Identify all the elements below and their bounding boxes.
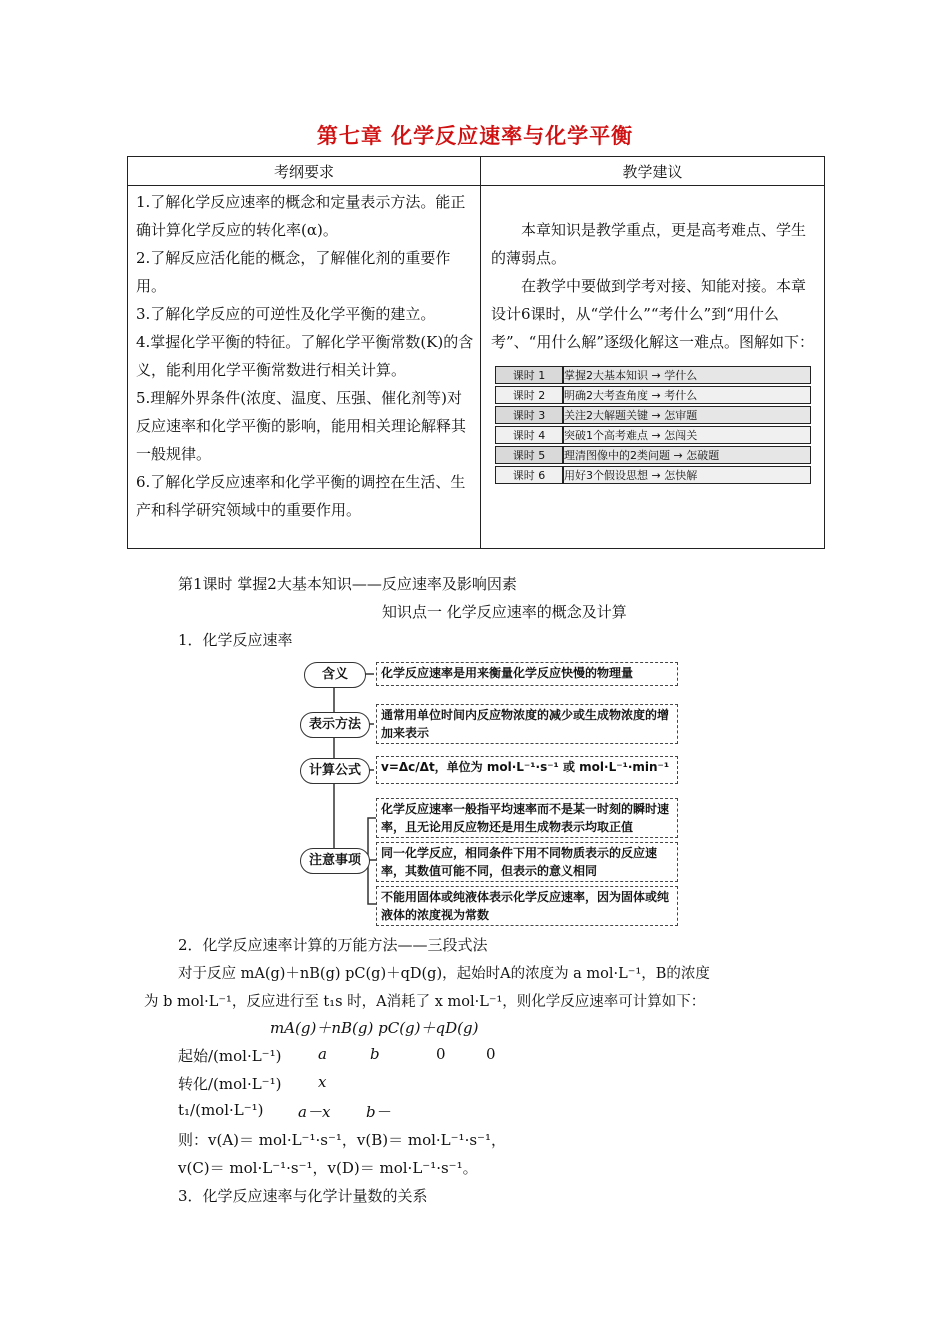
lesson-desc: 突破1个高考难点 → 怎闯关: [563, 426, 811, 444]
subheading-1: 1．化学反应速率: [178, 631, 293, 649]
suggestion-paragraph: 本章知识是教学重点，更是高考难点、学生的薄弱点。: [491, 221, 807, 267]
lesson-desc: 理清图像中的2类问题 → 怎破题: [563, 446, 811, 464]
requirement-item: 4.掌握化学平衡的特征。了解化学平衡常数(K)的含义，能利用化学平衡常数进行相关计算。: [136, 333, 474, 379]
paragraph-line: 对于反应 mA(g)＋nB(g) pC(g)＋qD(g)，起始时A的浓度为 a mol·L⁻¹，B的浓度: [178, 966, 710, 982]
mindmap-node-expression: 表示方法: [300, 712, 370, 738]
row-value: 0: [486, 1045, 496, 1063]
lesson-desc: 关注2大解题关键 → 怎审题: [563, 406, 811, 424]
reaction-equation: mA(g)＋nB(g) pC(g)＋qD(g): [270, 1019, 479, 1037]
mindmap-node-notes: 注意事项: [300, 848, 370, 874]
subheading-3: 3．化学反应速率与化学计量数的关系: [178, 1187, 428, 1205]
lesson-heading: 第1课时 掌握2大基本知识——反应速率及影响因素: [178, 575, 517, 593]
requirements-cell: [128, 186, 481, 549]
col-header-suggestions: 教学建议: [481, 157, 825, 186]
row-value: x: [318, 1073, 327, 1091]
lesson-desc: 掌握2大基本知识 → 学什么: [563, 366, 811, 384]
lesson-label: 课时 5: [495, 446, 563, 464]
row-value: a: [318, 1045, 327, 1063]
mindmap-box-note-3: 不能用固体或纯液体表示化学反应速率，因为固体或纯液体的浓度视为常数: [376, 886, 678, 926]
row-value: 0: [436, 1045, 446, 1063]
lesson-label: 课时 3: [495, 406, 563, 424]
knowledge-point-heading: 知识点一 化学反应速率的概念及计算: [382, 603, 627, 621]
paragraph-line: 为 b mol·L⁻¹，反应进行至 t₁s 时，A消耗了 x mol·L⁻¹，则化学反应速率可计算如下：: [144, 994, 706, 1010]
requirement-item: 6.了解化学反应速率和化学平衡的调控在生活、生产和科学研究领域中的重要作用。: [136, 473, 466, 519]
requirement-item: 1.了解化学反应速率的概念和定量表示方法。能正确计算化学反应的转化率(α)。: [136, 193, 466, 239]
mindmap-box-expression: 通常用单位时间内反应物浓度的减少或生成物浓度的增加来表示: [376, 704, 678, 744]
row-value: b: [370, 1045, 380, 1063]
lesson-label: 课时 1: [495, 366, 563, 384]
row-label-initial: 起始/(mol·L⁻¹): [178, 1047, 282, 1065]
lesson-label: 课时 6: [495, 466, 563, 484]
rate-line: v(C)＝ mol·L⁻¹·s⁻¹，v(D)＝ mol·L⁻¹·s⁻¹。: [178, 1159, 478, 1177]
row-label-t1: t₁/(mol·L⁻¹): [178, 1101, 264, 1119]
rate-line: 则：v(A)＝ mol·L⁻¹·s⁻¹，v(B)＝ mol·L⁻¹·s⁻¹，: [178, 1131, 506, 1149]
lesson-desc: 明确2大考查角度 → 考什么: [563, 386, 811, 404]
outline-table: [127, 156, 825, 549]
concept-mindmap: [296, 652, 686, 930]
mindmap-box-note-2: 同一化学反应，相同条件下用不同物质表示的反应速率，其数值可能不同，但表示的意义相同: [376, 842, 678, 882]
lesson-desc: 用好3个假设思想 → 怎快解: [563, 466, 811, 484]
mindmap-box-formula: v=Δc/Δt，单位为 mol·L⁻¹·s⁻¹ 或 mol·L⁻¹·min⁻¹: [376, 756, 678, 784]
mindmap-node-meaning: 含义: [304, 662, 366, 688]
suggestions-cell: [481, 186, 825, 549]
row-value: b－: [366, 1103, 391, 1121]
chapter-title: 第七章 化学反应速率与化学平衡: [316, 124, 634, 148]
lesson-label: 课时 2: [495, 386, 563, 404]
row-label-change: 转化/(mol·L⁻¹): [178, 1075, 282, 1093]
mindmap-box-note-1: 化学反应速率一般指平均速率而不是某一时刻的瞬时速率，且无论用反应物还是用生成物表示均取正值: [376, 798, 678, 838]
col-header-requirements: 考纲要求: [128, 157, 481, 186]
subheading-2: 2．化学反应速率计算的万能方法——三段式法: [178, 936, 488, 954]
row-value: a－x: [298, 1103, 331, 1121]
requirement-item: 2.了解反应活化能的概念，了解催化剂的重要作用。: [136, 249, 451, 295]
requirement-item: 5.理解外界条件(浓度、温度、压强、催化剂等)对反应速率和化学平衡的影响，能用相关理论解释其一般规律。: [136, 389, 467, 463]
mindmap-node-formula: 计算公式: [300, 758, 370, 784]
lesson-plan-graphic: [495, 364, 811, 486]
mindmap-box-meaning: 化学反应速率是用来衡量化学反应快慢的物理量: [376, 662, 678, 686]
suggestion-paragraph: 在教学中要做到学考对接、知能对接。本章设计6课时，从“学什么”“考什么”到“用什么考”、“用什么解”逐级化解这一难点。图解如下：: [491, 277, 815, 351]
requirement-item: 3.了解化学反应的可逆性及化学平衡的建立。: [136, 305, 436, 323]
lesson-label: 课时 4: [495, 426, 563, 444]
